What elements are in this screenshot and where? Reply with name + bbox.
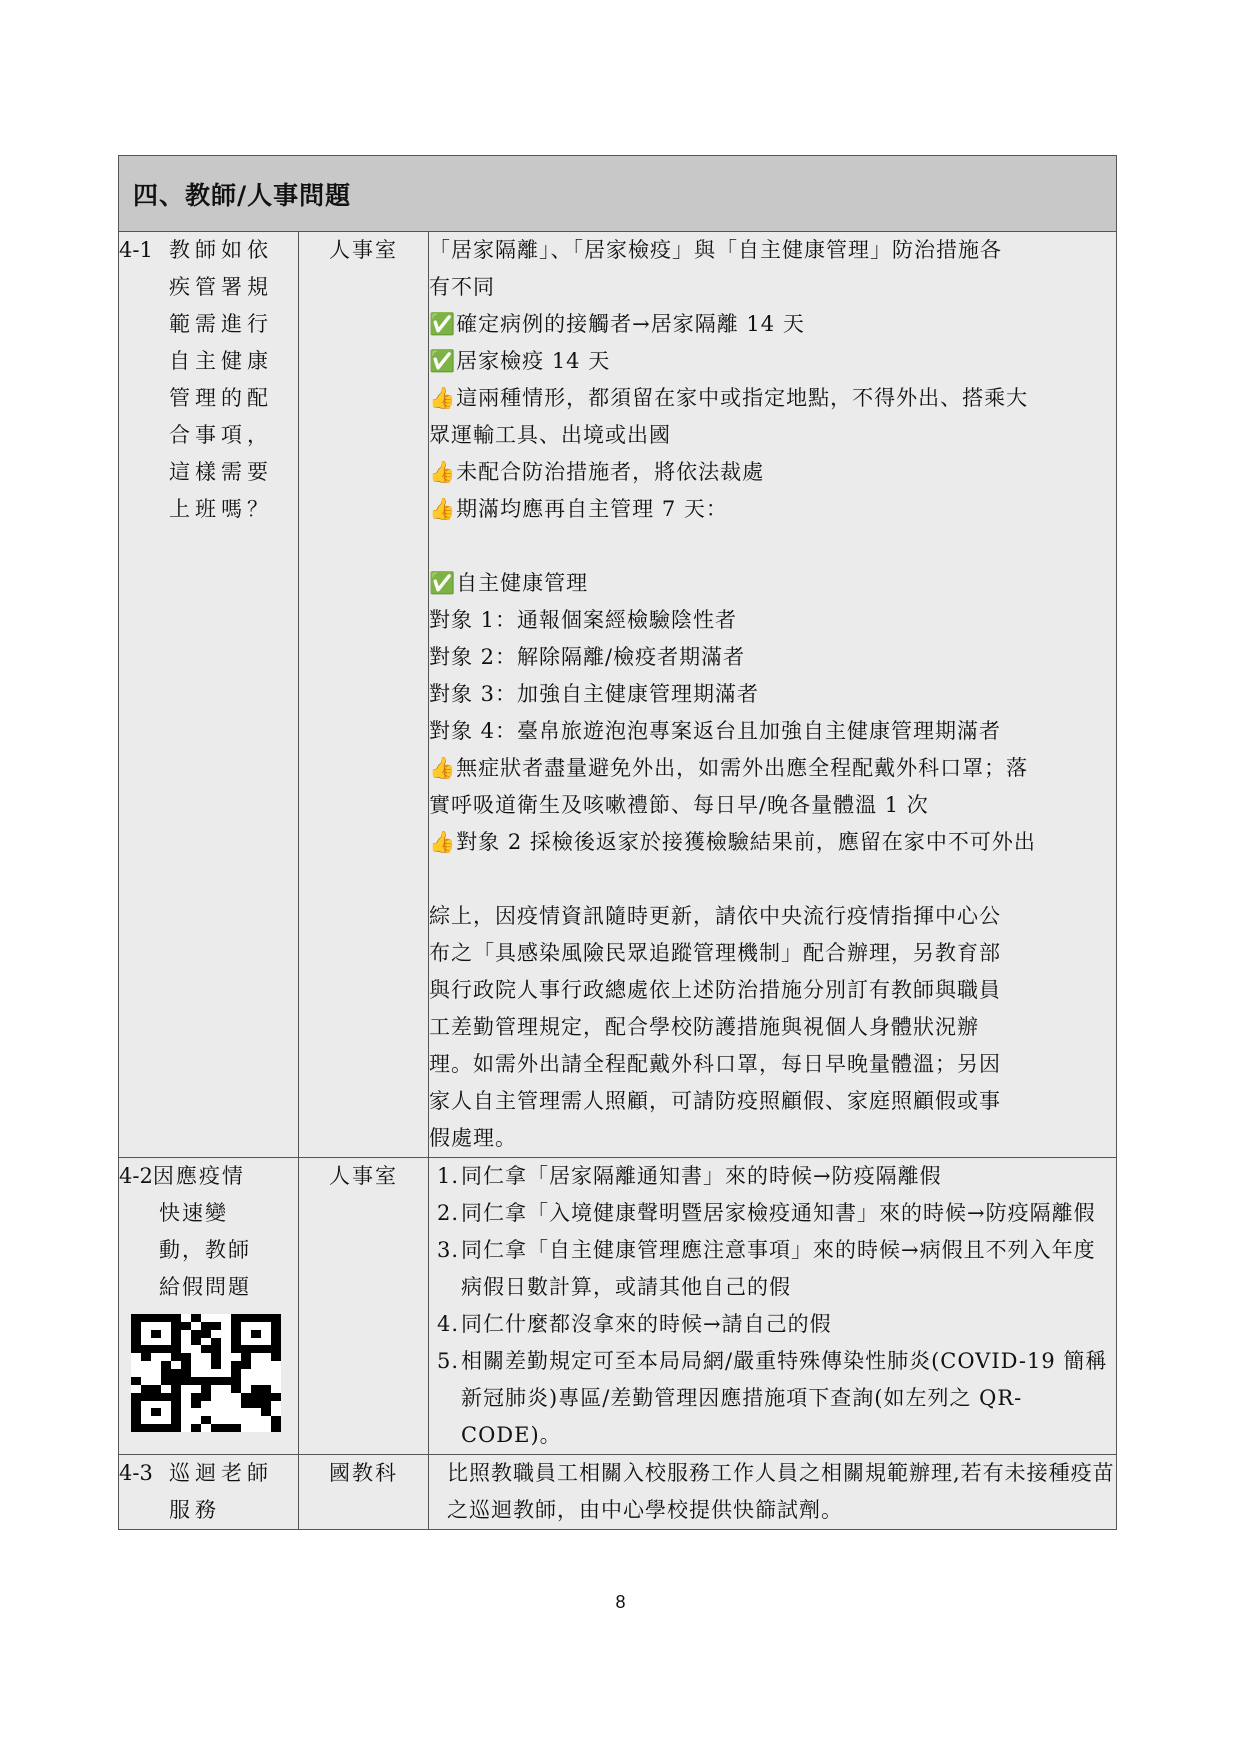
answer-line: 👍對象 2 採檢後返家於接獲檢驗結果前，應留在家中不可外出 bbox=[429, 830, 1036, 854]
department-cell: 人事室 bbox=[299, 232, 429, 1158]
list-text: 同仁拿「入境健康聲明暨居家檢疫通知書」來的時候→防疫隔離假 bbox=[461, 1201, 1096, 1225]
question-cell bbox=[119, 1455, 299, 1530]
question-number: 4-1 bbox=[119, 238, 153, 262]
answer-line: 對象 1：通報個案經檢驗陰性者 bbox=[429, 608, 738, 632]
list-item bbox=[437, 1232, 1116, 1306]
answer-line: 布之「具感染風險民眾追蹤管理機制」配合辦理，另教育部 bbox=[429, 941, 1001, 965]
question-line: 因應疫情 bbox=[152, 1164, 245, 1188]
question-line: 給假問題 bbox=[159, 1275, 251, 1299]
answer-cell bbox=[429, 1158, 1117, 1455]
answer-line: 對象 3：加強自主健康管理期滿者 bbox=[429, 682, 760, 706]
question-line: 管理的配 bbox=[169, 386, 273, 410]
list-text: 同仁拿「居家隔離通知書」來的時候→防疫隔離假 bbox=[461, 1164, 942, 1188]
question-cell bbox=[119, 232, 299, 1158]
answer-line: 有不同 bbox=[429, 275, 495, 299]
question-line: 巡迴老師 bbox=[169, 1461, 273, 1485]
section-header-row bbox=[119, 156, 1117, 232]
list-number: 3. bbox=[437, 1238, 460, 1262]
list-text: 相關差勤規定可至本局局網/嚴重特殊傳染性肺炎(COVID-19 簡稱新冠肺炎)專區/差勤管理因應措施項下查詢(如左列之 QR-CODE)。 bbox=[461, 1349, 1108, 1447]
list-item bbox=[437, 1195, 1116, 1232]
list-number: 5. bbox=[437, 1349, 460, 1373]
question-line: 服務 bbox=[169, 1498, 221, 1522]
list-text: 同仁拿「自主健康管理應注意事項」來的時候→病假且不列入年度病假日數計算，或請其他自己的假 bbox=[461, 1238, 1096, 1299]
list-number: 4. bbox=[437, 1312, 460, 1336]
answer-spacer bbox=[429, 861, 1116, 898]
table-row bbox=[119, 232, 1117, 1158]
answer-line: 👍這兩種情形，都須留在家中或指定地點，不得外出、搭乘大 bbox=[429, 386, 1029, 410]
faq-table bbox=[118, 155, 1117, 1530]
table-row bbox=[119, 1455, 1117, 1530]
section-title: 四、教師/人事問題 bbox=[119, 156, 1117, 232]
department-cell: 人事室 bbox=[299, 1158, 429, 1455]
answer-line: 👍未配合防治措施者，將依法裁處 bbox=[429, 460, 765, 484]
question-line: 這樣需要 bbox=[169, 460, 273, 484]
question-line: 上班嗎？ bbox=[169, 497, 273, 521]
answer-line: 👍期滿均應再自主管理 7 天： bbox=[429, 497, 728, 521]
answer-line: 「居家隔離」、「居家檢疫」與「自主健康管理」防治措施各 bbox=[429, 238, 1002, 262]
answer-line: 理。如需外出請全程配戴外科口罩，每日早晚量體溫；另因 bbox=[429, 1052, 1001, 1076]
question-line: 範需進行 bbox=[169, 312, 273, 336]
answer-line: 假處理。 bbox=[429, 1126, 517, 1150]
list-number: 1. bbox=[437, 1164, 460, 1188]
question-line: 自主健康 bbox=[169, 349, 273, 373]
list-item bbox=[437, 1343, 1116, 1454]
list-text: 同仁什麼都沒拿來的時候→請自己的假 bbox=[461, 1312, 832, 1336]
qr-code[interactable] bbox=[131, 1314, 281, 1432]
answer-line: 家人自主管理需人照顧，可請防疫照顧假、家庭照顧假或事 bbox=[429, 1089, 1001, 1113]
answer-line: 👍無症狀者盡量避免外出，如需外出應全程配戴外科口罩；落 bbox=[429, 756, 1029, 780]
answer-line: 實呼吸道衛生及咳嗽禮節、每日早/晚各量體溫 1 次 bbox=[429, 793, 929, 817]
question-cell bbox=[119, 1158, 299, 1455]
question-line: 動，教師 bbox=[159, 1238, 251, 1262]
department-cell: 國教科 bbox=[299, 1455, 429, 1530]
answer-line: ✅自主健康管理 bbox=[429, 571, 589, 595]
answer-line: 眾運輸工具、出境或出國 bbox=[429, 423, 671, 447]
answer-line: 對象 4：臺帛旅遊泡泡專案返台且加強自主健康管理期滿者 bbox=[429, 719, 1002, 743]
question-number: 4-3 bbox=[119, 1461, 153, 1485]
list-item bbox=[437, 1306, 1116, 1343]
answer-spacer bbox=[429, 528, 1116, 565]
list-number: 2. bbox=[437, 1201, 460, 1225]
list-item bbox=[437, 1158, 1116, 1195]
question-line: 教師如依 bbox=[169, 238, 273, 262]
answer-line: 對象 2：解除隔離/檢疫者期滿者 bbox=[429, 645, 746, 669]
answer-line: ✅居家檢疫 14 天 bbox=[429, 349, 611, 373]
question-line: 疾管署規 bbox=[169, 275, 273, 299]
page-number: 8 bbox=[615, 1592, 626, 1612]
question-line: 快速變 bbox=[159, 1201, 228, 1225]
answer-line: 工差勤管理規定，配合學校防護措施與視個人身體狀況辦 bbox=[429, 1015, 979, 1039]
answer-line: 與行政院人事行政總處依上述防治措施分別訂有教師與職員 bbox=[429, 978, 1001, 1002]
answer-cell bbox=[429, 232, 1117, 1158]
table-row bbox=[119, 1158, 1117, 1455]
answer-line: 綜上，因疫情資訊隨時更新，請依中央流行疫情指揮中心公 bbox=[429, 904, 1001, 928]
question-line: 合事項， bbox=[169, 423, 273, 447]
question-number: 4-2 bbox=[119, 1164, 153, 1188]
answer-cell: 比照教職員工相關入校服務工作人員之相關規範辦理,若有未接種疫苗之巡迴教師，由中心學校提供快篩試劑。 bbox=[429, 1455, 1117, 1530]
answer-line: ✅確定病例的接觸者→居家隔離 14 天 bbox=[429, 312, 805, 336]
